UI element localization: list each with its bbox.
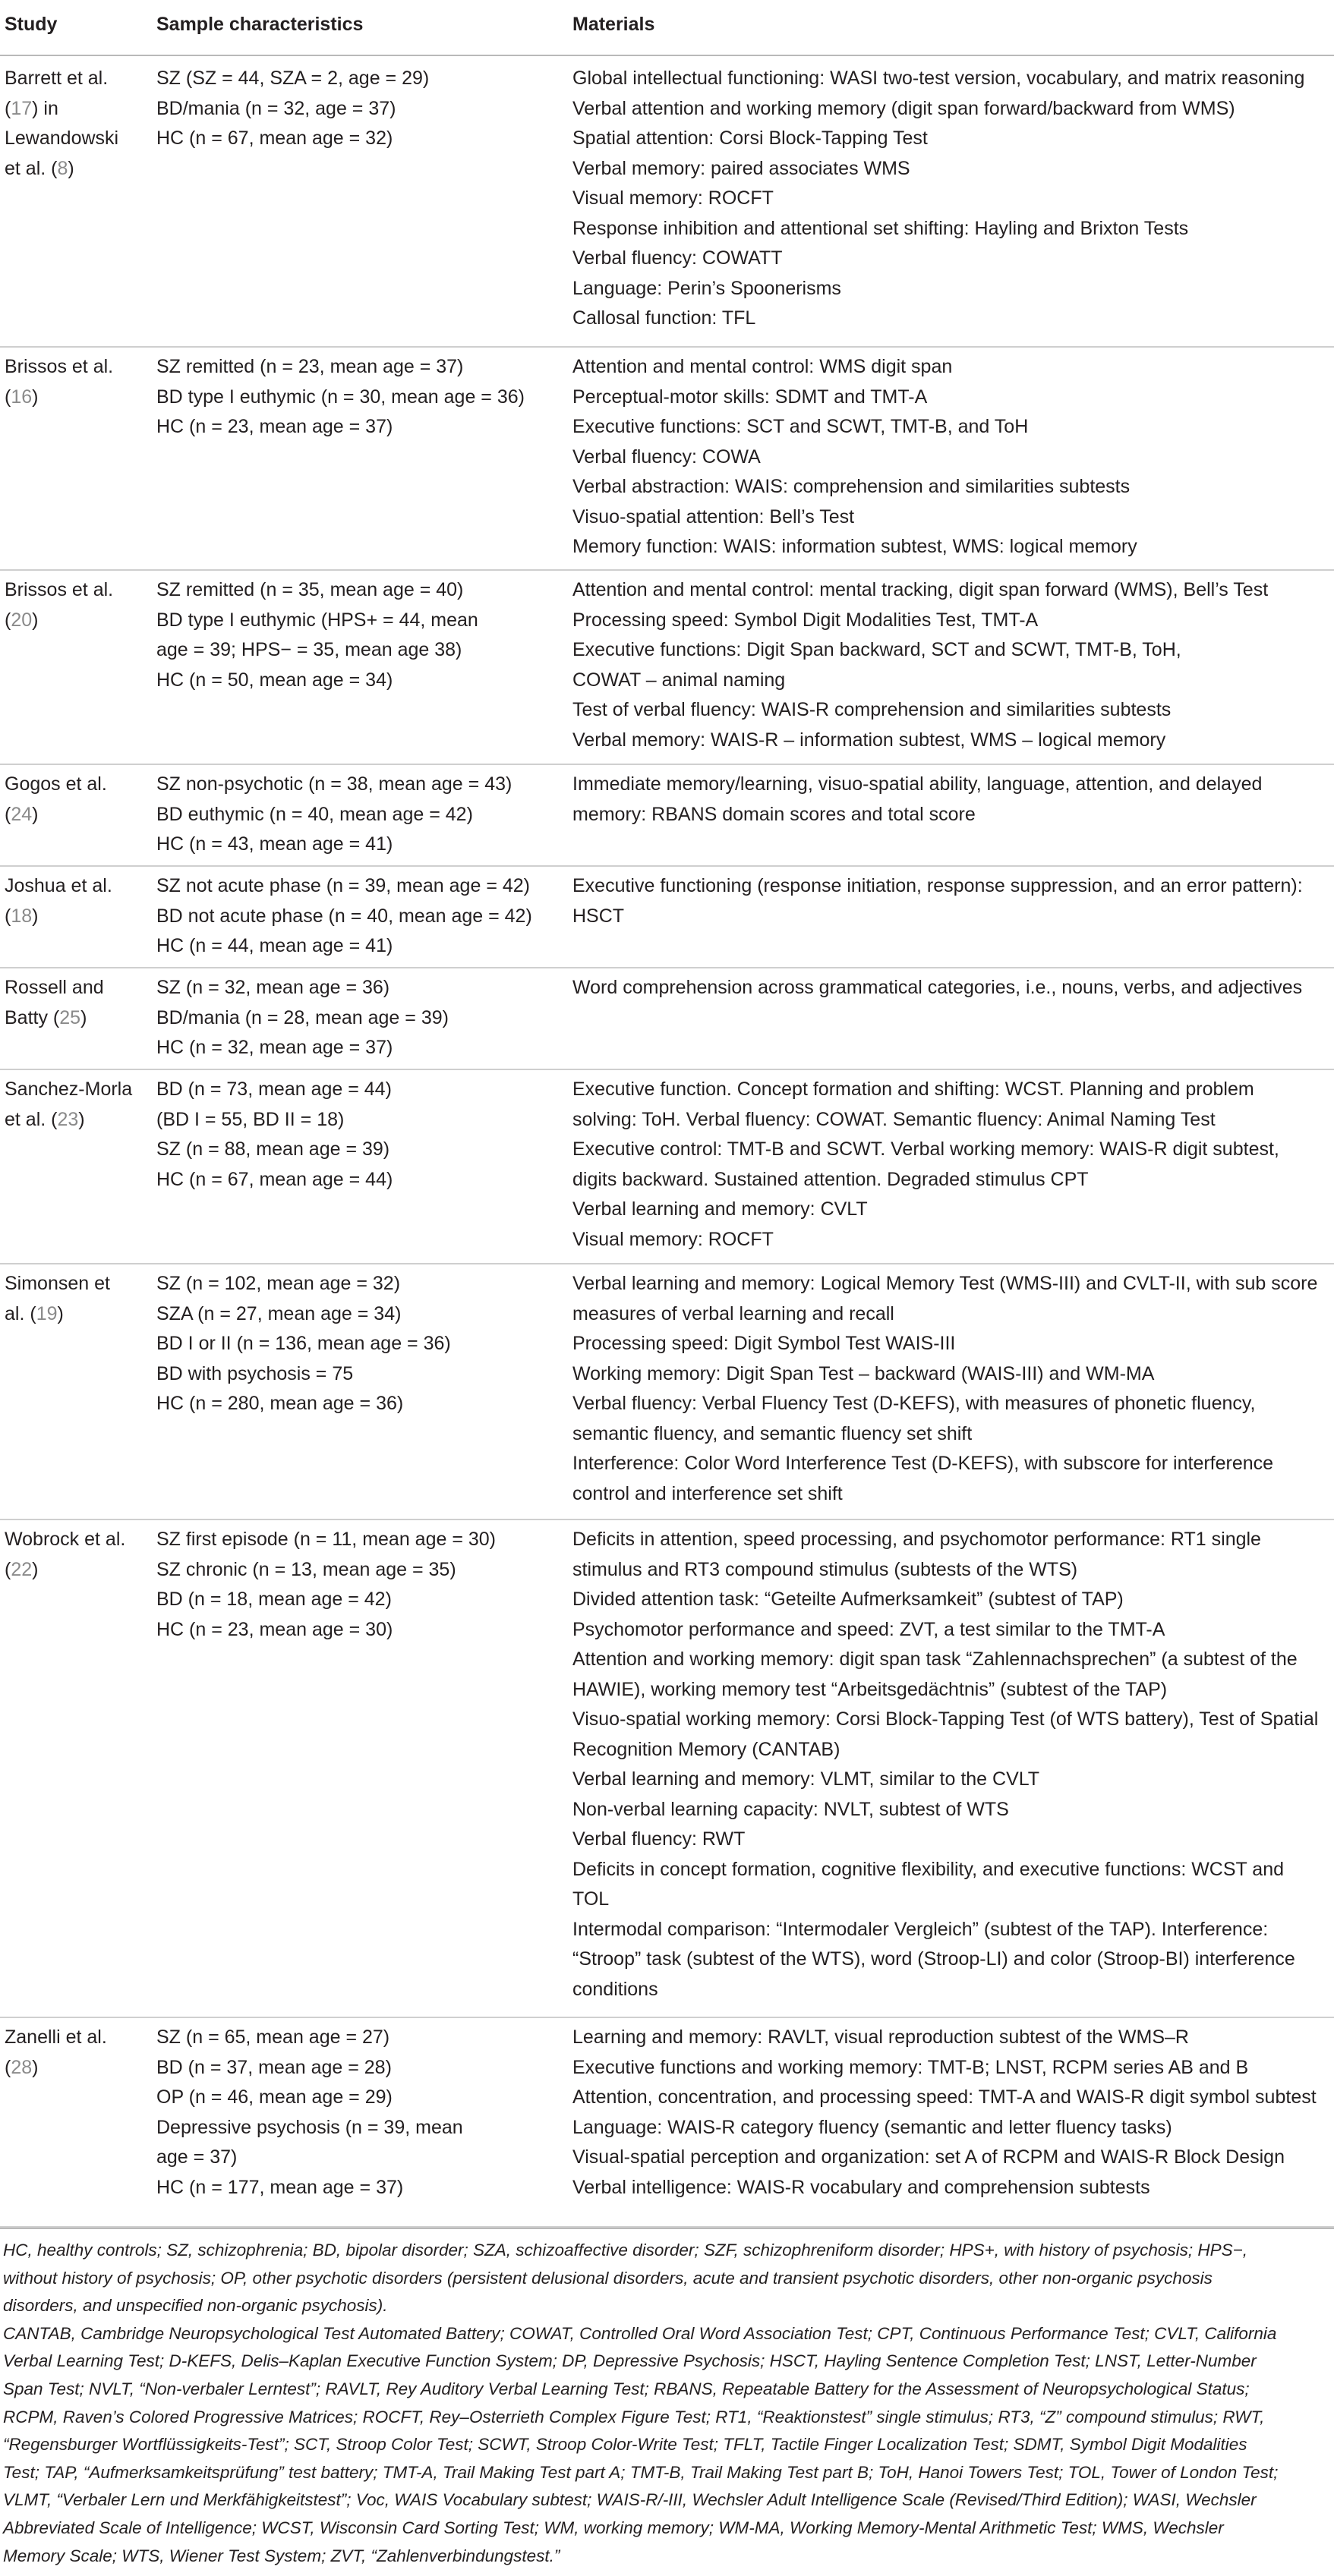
sample-cell (156, 1269, 566, 1419)
study-line (5, 64, 149, 94)
sample-line: HC (n = 44, mean age = 41) (156, 935, 393, 956)
sample-line: BD not acute phase (n = 40, mean age = 42) (156, 905, 532, 927)
sample-cell (156, 575, 566, 695)
materials-line: Verbal memory: paired associates WMS (572, 157, 910, 179)
materials-line: Interference: Color Word Interference Test (D-KEFS), with subscore for interference (572, 1453, 1274, 1474)
materials-line: Language: Perin’s Spoonerisms (572, 277, 841, 299)
sample-line: SZ not acute phase (n = 39, mean age = 42) (156, 875, 530, 896)
sample-line: BD type I euthymic (HPS+ = 44, mean (156, 609, 478, 631)
study-text: et al. ( (5, 157, 58, 179)
study-text: ( (5, 609, 11, 631)
study-text: et al. ( (5, 1108, 58, 1130)
materials-line: Processing speed: Symbol Digit Modalities Test, TMT-A (572, 609, 1039, 631)
materials-line: HAWIE), working memory test “Arbeitsgedächtnis” (subtest of the TAP) (572, 1678, 1168, 1700)
materials-cell (572, 1269, 1332, 1509)
sample-line: SZ (n = 88, mean age = 39) (156, 1138, 390, 1160)
materials-cell (572, 1525, 1332, 2004)
study-text: ) (32, 386, 39, 408)
sample-line: SZA (n = 27, mean age = 34) (156, 1302, 402, 1324)
study-line (5, 1299, 149, 1330)
materials-line: Callosal function: TFL (572, 307, 756, 329)
study-cell (5, 2023, 149, 2083)
sample-line: BD/mania (n = 28, mean age = 39) (156, 1006, 449, 1028)
footnote-line: HC, healthy controls; SZ, schizophrenia; BD, bipolar disorder; SZA, schizoaffective disorder; SZF, schizophreniform disorder; HPS+, with history of psychosis; HPS−, (3, 2241, 1248, 2260)
study-text: Batty ( (5, 1006, 60, 1028)
study-cell (5, 871, 149, 931)
sample-line: SZ (SZ = 44, SZA = 2, age = 29) (156, 68, 430, 89)
sample-cell (156, 2023, 566, 2203)
materials-line: Verbal learning and memory: VLMT, similar to the CVLT (572, 1768, 1040, 1790)
header-sample: Sample characteristics (156, 14, 364, 35)
study-line (5, 383, 149, 413)
study-text: Gogos et al. (5, 773, 107, 795)
materials-line: Memory function: WAIS: information subtest, WMS: logical memory (572, 536, 1137, 557)
sample-line: Depressive psychosis (n = 39, mean (156, 2116, 463, 2138)
materials-line: Psychomotor performance and speed: ZVT, a test similar to the TMT-A (572, 1618, 1165, 1640)
study-text: ) (32, 1558, 39, 1580)
study-text: ( (5, 803, 11, 825)
footnote-line: “Regensburger Wortflüssigkeits-Test”; SCT, Stroop Color Test; SCWT, Stroop Color-Write Test; TFLT, Tactile Finger Localization Test; SDMT, Symbol Digit Modalities (3, 2435, 1247, 2455)
materials-cell (572, 1075, 1332, 1255)
study-text: Zanelli et al. (5, 2026, 107, 2048)
study-line (5, 1105, 149, 1135)
study-text: Lewandowski (5, 128, 119, 149)
table-row (0, 1070, 1334, 1264)
materials-line: HSCT (572, 905, 625, 927)
study-text: ) in (32, 97, 58, 119)
table-row (0, 1520, 1334, 2018)
materials-line: TOL (572, 1888, 610, 1910)
reference-link[interactable]: 8 (57, 157, 68, 179)
study-text: Brissos et al. (5, 579, 114, 600)
materials-line: Learning and memory: RAVLT, visual reproduction subtest of the WMS–R (572, 2026, 1189, 2048)
sample-line: HC (n = 177, mean age = 37) (156, 2176, 404, 2198)
table-row (0, 2018, 1334, 2228)
study-cell (5, 352, 149, 412)
materials-line: Processing speed: Digit Symbol Test WAIS-III (572, 1333, 956, 1354)
sample-line: SZ remitted (n = 23, mean age = 37) (156, 356, 464, 377)
materials-line: Executive functions: Digit Span backward, SCT and SCWT, TMT-B, ToH, (572, 639, 1181, 660)
materials-line: Executive control: TMT-B and SCWT. Verbal working memory: WAIS-R digit subtest, (572, 1138, 1279, 1160)
materials-line: Deficits in attention, speed processing, and psychomotor performance: RT1 single (572, 1529, 1261, 1550)
sample-line: HC (n = 43, mean age = 41) (156, 833, 393, 855)
study-line (5, 800, 149, 830)
materials-line: solving: ToH. Verbal fluency: COWAT. Semantic fluency: Animal Naming Test (572, 1108, 1216, 1130)
sample-line: SZ first episode (n = 11, mean age = 30) (156, 1529, 497, 1550)
materials-cell (572, 64, 1332, 334)
materials-cell (572, 871, 1332, 931)
study-line (5, 1269, 149, 1299)
study-text: ) (57, 1302, 64, 1324)
header-study: Study (5, 14, 58, 35)
sample-line: HC (n = 67, mean age = 44) (156, 1168, 393, 1190)
sample-line: BD (n = 73, mean age = 44) (156, 1079, 392, 1100)
materials-line: Attention and mental control: WMS digit span (572, 356, 953, 377)
reference-link[interactable]: 17 (11, 97, 33, 119)
materials-line: memory: RBANS domain scores and total score (572, 803, 976, 825)
sample-cell (156, 871, 566, 962)
materials-line: Divided attention task: “Geteilte Aufmerksamkeit” (subtest of TAP) (572, 1589, 1124, 1610)
materials-line: Test of verbal fluency: WAIS-R comprehension and similarities subtests (572, 699, 1172, 720)
materials-line: Visuo-spatial working memory: Corsi Block-Tapping Test (of WTS battery), Test of Spatial (572, 1708, 1319, 1730)
materials-line: Verbal fluency: Verbal Fluency Test (D-KEFS), with measures of phonetic fluency, (572, 1393, 1256, 1414)
study-line (5, 770, 149, 800)
materials-line: measures of verbal learning and recall (572, 1302, 894, 1324)
materials-line: Word comprehension across grammatical categories, i.e., nouns, verbs, and adjectives (572, 977, 1303, 998)
study-line (5, 352, 149, 383)
study-text: al. ( (5, 1302, 36, 1324)
sample-line: SZ chronic (n = 13, mean age = 35) (156, 1558, 456, 1580)
materials-line: “Stroop” task (subtest of the WTS), word (Stroop-LI) and color (Stroop-BI) interference (572, 1948, 1295, 1970)
sample-cell (156, 1525, 566, 1645)
study-line (5, 575, 149, 606)
materials-line: Spatial attention: Corsi Block-Tapping Test (572, 128, 928, 149)
study-cell (5, 575, 149, 635)
materials-line: Attention and working memory: digit span task “Zahlennachsprechen” (a subtest of the (572, 1649, 1298, 1670)
table-row (0, 968, 1334, 1070)
sample-cell (156, 352, 566, 442)
materials-line: Visual-spatial perception and organization: set A of RCPM and WAIS-R Block Design (572, 2146, 1285, 2168)
study-text: ) (32, 905, 39, 927)
sample-line: BD with psychosis = 75 (156, 1362, 354, 1384)
materials-line: digits backward. Sustained attention. Degraded stimulus CPT (572, 1168, 1089, 1190)
study-text: Brissos et al. (5, 356, 114, 377)
sample-line: BD I or II (n = 136, mean age = 36) (156, 1333, 451, 1354)
header-materials: Materials (572, 14, 655, 35)
reference-link[interactable]: 24 (11, 803, 33, 825)
materials-line: Immediate memory/learning, visuo-spatial ability, language, attention, and delayed (572, 773, 1263, 795)
footnote-line: Memory Scale; WTS, Wiener Test System; ZVT, “Zahlenverbindungstest.” (3, 2546, 560, 2565)
sample-line: SZ non-psychotic (n = 38, mean age = 43) (156, 773, 512, 795)
materials-line: Deficits in concept formation, cognitive flexibility, and executive functions: WCST and (572, 1858, 1285, 1880)
materials-line: Attention, concentration, and processing speed: TMT-A and WAIS-R digit symbol subtest (572, 2086, 1317, 2108)
materials-line: Verbal fluency: RWT (572, 1828, 746, 1850)
materials-line: Verbal fluency: COWA (572, 446, 761, 468)
sample-line: BD/mania (n = 32, age = 37) (156, 97, 396, 119)
footnote-block (0, 2237, 1334, 2320)
sample-cell (156, 770, 566, 860)
sample-line: BD type I euthymic (n = 30, mean age = 36) (156, 386, 525, 408)
study-line (5, 871, 149, 902)
study-cell (5, 1269, 149, 1329)
sample-line: SZ (n = 102, mean age = 32) (156, 1273, 401, 1294)
study-text: Sanchez-Morla (5, 1079, 133, 1100)
sample-line: HC (n = 32, mean age = 37) (156, 1037, 393, 1058)
sample-cell (156, 1075, 566, 1195)
materials-cell (572, 575, 1332, 755)
materials-cell (572, 973, 1332, 1003)
reference-link[interactable]: 19 (36, 1302, 58, 1324)
study-line (5, 94, 149, 124)
sample-line: HC (n = 50, mean age = 34) (156, 669, 393, 691)
materials-line: Visual memory: ROCFT (572, 1228, 774, 1250)
materials-line: Executive functioning (response initiation, response suppression, and an error pattern): (572, 875, 1303, 896)
footnote-line: Test; TAP, “Aufmerksamkeitsprüfung” test battery; TMT-A, Trail Making Test part A; TMT-B, Trail Making Test part B; ToH, Hanoi Towers Test; TOL, Tower of London Test; (3, 2462, 1279, 2482)
sample-line: SZ (n = 32, mean age = 36) (156, 977, 390, 998)
materials-line: COWAT – animal naming (572, 669, 786, 691)
study-text: ) (68, 157, 74, 179)
sample-line: HC (n = 23, mean age = 30) (156, 1618, 393, 1640)
materials-line: Visuo-spatial attention: Bell’s Test (572, 505, 855, 527)
table-row (0, 59, 1334, 348)
study-cell (5, 64, 149, 184)
study-cell (5, 1525, 149, 1585)
sample-cell (156, 64, 566, 154)
sample-line: age = 37) (156, 2146, 238, 2168)
study-line (5, 973, 149, 1003)
sample-line: HC (n = 280, mean age = 36) (156, 1393, 404, 1414)
study-cell (5, 1075, 149, 1135)
sample-line: BD euthymic (n = 40, mean age = 42) (156, 803, 473, 825)
footnote-line: CANTAB, Cambridge Neuropsychological Test Automated Battery; COWAT, Controlled Oral Word Association Test; CPT, Continuous Performance Test; CVLT, California (3, 2323, 1277, 2343)
sample-cell (156, 973, 566, 1063)
study-line (5, 1003, 149, 1034)
study-text: ) (32, 803, 39, 825)
materials-line: Verbal fluency: COWATT (572, 247, 783, 269)
study-text: Joshua et al. (5, 875, 112, 896)
sample-line: SZ remitted (n = 35, mean age = 40) (156, 579, 464, 600)
materials-cell (572, 352, 1332, 562)
study-text: ( (5, 1558, 11, 1580)
reference-link[interactable]: 20 (11, 609, 33, 631)
study-text: ( (5, 905, 11, 927)
study-line (5, 902, 149, 932)
sample-line: SZ (n = 65, mean age = 27) (156, 2026, 390, 2048)
materials-line: Executive functions: SCT and SCWT, TMT-B, and ToH (572, 416, 1029, 437)
table-header (0, 0, 1334, 56)
materials-line: semantic fluency, and semantic fluency set shift (572, 1422, 973, 1444)
study-text: Simonsen et (5, 1273, 110, 1294)
materials-line: Language: WAIS-R category fluency (semantic and letter fluency tasks) (572, 2116, 1172, 2138)
materials-line: Recognition Memory (CANTAB) (572, 1738, 840, 1760)
table-row (0, 571, 1334, 765)
reference-link[interactable]: 18 (11, 905, 33, 927)
study-line (5, 2053, 149, 2083)
sample-line: HC (n = 23, mean age = 37) (156, 416, 393, 437)
reference-link[interactable]: 16 (11, 386, 33, 408)
study-text: ( (5, 97, 11, 119)
materials-line: Response inhibition and attentional set shifting: Hayling and Brixton Tests (572, 217, 1189, 239)
materials-line: Verbal intelligence: WAIS-R vocabulary and comprehension subtests (572, 2176, 1150, 2198)
study-text: ) (32, 609, 39, 631)
sample-line: age = 39; HPS− = 35, mean age 38) (156, 639, 462, 660)
table-row (0, 867, 1334, 968)
materials-line: Non-verbal learning capacity: NVLT, subtest of WTS (572, 1798, 1009, 1820)
materials-line: Global intellectual functioning: WASI two-test version, vocabulary, and matrix reasoning (572, 68, 1305, 89)
materials-line: Executive functions and working memory: TMT-B; LNST, RCPM series AB and B (572, 2056, 1249, 2078)
reference-link[interactable]: 22 (11, 1558, 33, 1580)
sample-line: OP (n = 46, mean age = 29) (156, 2086, 393, 2108)
study-cell (5, 770, 149, 830)
footnote-line: disorders, and unspecified non-organic psychosis). (3, 2296, 388, 2316)
materials-line: Verbal learning and memory: Logical Memory Test (WMS-III) and CVLT-II, with sub score (572, 1273, 1318, 1294)
materials-line: Verbal learning and memory: CVLT (572, 1198, 868, 1220)
study-text: Wobrock et al. (5, 1529, 126, 1550)
study-line (5, 1525, 149, 1555)
materials-line: control and interference set shift (572, 1482, 843, 1504)
study-text: ( (5, 2056, 11, 2078)
study-text: ( (5, 386, 11, 408)
footnote-line: RCPM, Raven’s Colored Progressive Matrices; ROCFT, Rey–Osterrieth Complex Figure Test; RT1, “Reaktionstest” single stimulus; RT3, “Z” compound stimulus; RWT, (3, 2407, 1265, 2426)
table-row (0, 348, 1334, 571)
materials-line: Intermodal comparison: “Intermodaler Vergleich” (subtest of the TAP). Interference: (572, 1918, 1269, 1940)
study-text: ) (32, 2056, 39, 2078)
study-text: Barrett et al. (5, 68, 109, 89)
materials-line: stimulus and RT3 compound stimulus (subtests of the WTS) (572, 1558, 1078, 1580)
materials-line: Verbal attention and working memory (digit span forward/backward from WMS) (572, 97, 1235, 119)
materials-line: Attention and mental control: mental tracking, digit span forward (WMS), Bell’s Test (572, 579, 1269, 600)
study-line (5, 606, 149, 636)
materials-line: Perceptual-motor skills: SDMT and TMT-A (572, 386, 928, 408)
reference-link[interactable]: 25 (59, 1006, 81, 1028)
sample-line: BD (n = 37, mean age = 28) (156, 2056, 392, 2078)
materials-line: Executive function. Concept formation and shifting: WCST. Planning and problem (572, 1079, 1254, 1100)
reference-link[interactable]: 28 (11, 2056, 33, 2078)
sample-line: (BD I = 55, BD II = 18) (156, 1108, 345, 1130)
materials-line: Verbal abstraction: WAIS: comprehension and similarities subtests (572, 476, 1131, 497)
sample-line: HC (n = 67, mean age = 32) (156, 128, 393, 149)
materials-cell (572, 770, 1332, 830)
study-line (5, 1555, 149, 1586)
footnote-line: without history of psychosis; OP, other psychotic disorders (persistent delusional disorders, acute and transient psychotic disorders, other non-organic psychosis (3, 2268, 1213, 2288)
materials-line: Verbal memory: WAIS-R – information subtest, WMS – logical memory (572, 729, 1166, 751)
study-cell (5, 973, 149, 1033)
materials-line: conditions (572, 1978, 658, 2000)
footnote-block (0, 2320, 1334, 2570)
footnote-line: VLMT, “Verbaler Lern und Merkfähigkeitstest”; Voc, WAIS Vocabulary subtest; WAIS-R/-III, Wechsler Adult Intelligence Scale (Revised/Third Edition); WASI, Wechsler (3, 2490, 1257, 2510)
materials-line: Visual memory: ROCFT (572, 187, 774, 209)
reference-link[interactable]: 23 (57, 1108, 79, 1130)
footnote-line: Abbreviated Scale of Intelligence; WCST, Wisconsin Card Sorting Test; WM, working memory; WM-MA, Working Memory-Mental Arithmetic Test; WMS, Wechsler (3, 2518, 1224, 2537)
study-text: ) (78, 1108, 85, 1130)
footnote-line: Verbal Learning Test; D-KEFS, Delis–Kaplan Executive Function System; DP, Depressive Psychosis; HSCT, Hayling Sentence Completion Test; LNST, Letter-Number (3, 2351, 1257, 2371)
study-line (5, 124, 149, 154)
table-row (0, 1264, 1334, 1520)
study-text: Rossell and (5, 977, 104, 998)
study-line (5, 1075, 149, 1105)
materials-cell (572, 2023, 1332, 2203)
table-footnotes (0, 2228, 1334, 2570)
study-line (5, 154, 149, 184)
sample-line: BD (n = 18, mean age = 42) (156, 1589, 392, 1610)
materials-line: Working memory: Digit Span Test – backward (WAIS-III) and WM-MA (572, 1362, 1155, 1384)
footnote-line: Span Test; NVLT, “Non-verbaler Lerntest”; RAVLT, Rey Auditory Verbal Learning Test; RBANS, Repeatable Battery for the Assessment of Neuropsychological Status; (3, 2379, 1250, 2398)
table-row (0, 765, 1334, 867)
study-line (5, 2023, 149, 2053)
study-text: ) (80, 1006, 87, 1028)
